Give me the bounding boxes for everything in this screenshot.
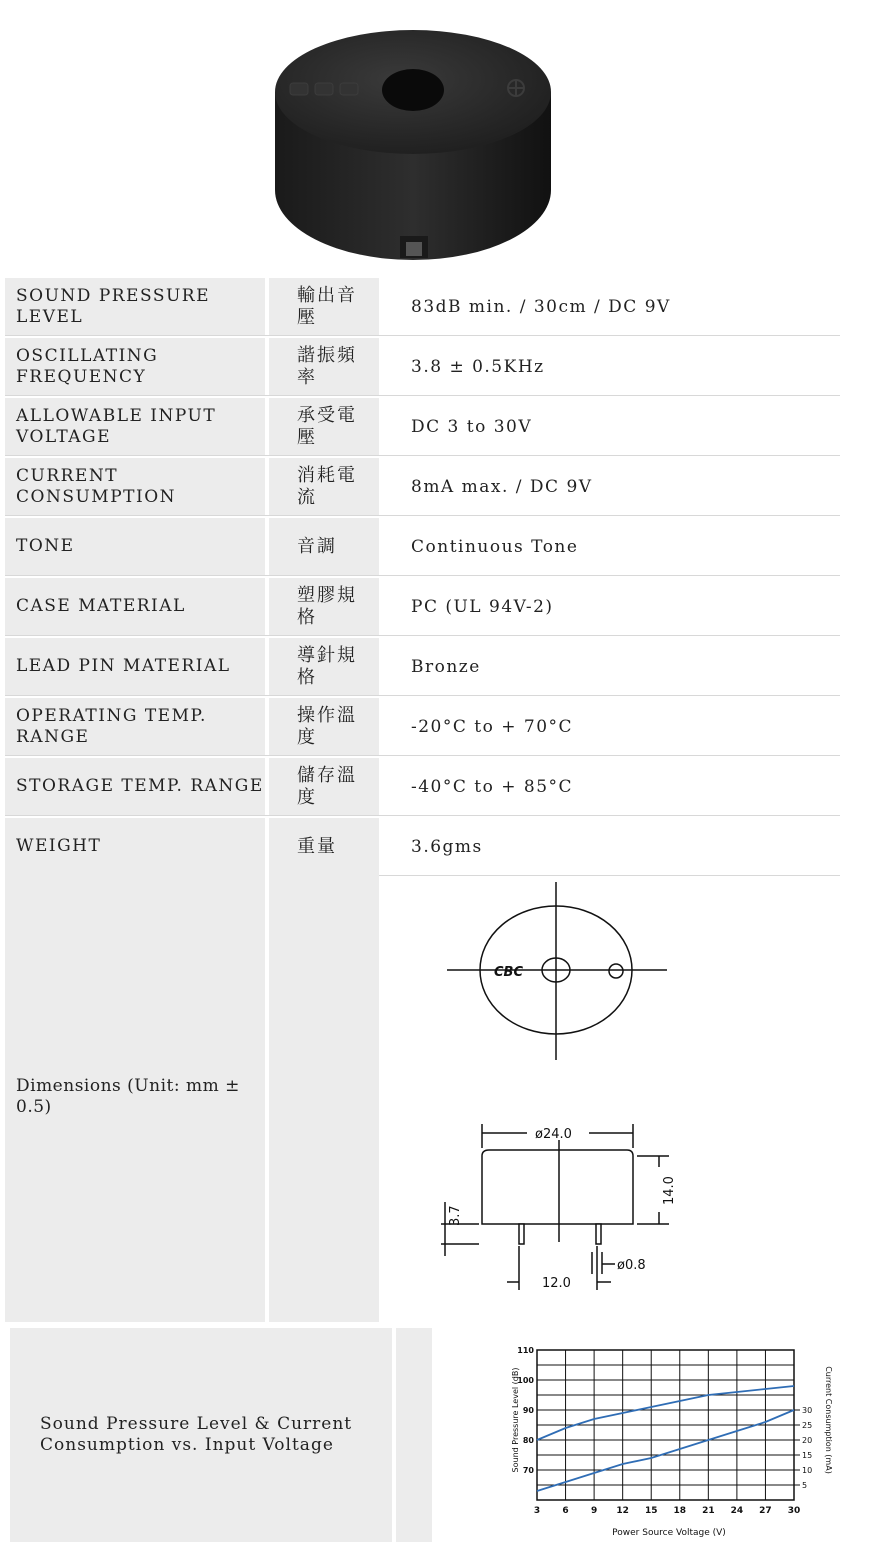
spec-value: 3.6gms [411,836,483,857]
pin-length-label: 3.7 [448,1205,463,1226]
x-tick-label: 27 [759,1506,772,1516]
spec-label-zh: 操作溫度 [269,698,379,755]
spec-row [5,398,840,456]
x-tick-label: 24 [730,1506,744,1516]
spec-label: CASE MATERIAL [5,578,265,635]
spec-value: -40°C to + 85°C [411,776,574,797]
x-tick-label: 9 [590,1506,598,1516]
spec-value: DC 3 to 30V [411,416,533,437]
y-tick-label: 70 [522,1466,534,1475]
pin-spacing-label: 12.0 [542,1276,571,1291]
x-tick-label: 30 [787,1506,801,1516]
chart-ticks [517,1346,812,1516]
spec-label: TONE [5,518,265,575]
case-mark: CBC [494,965,523,980]
spec-label: ALLOWABLE INPUT VOLTAGE [5,398,265,455]
y-axis-label: Sound Pressure Level (dB) [511,1367,520,1473]
spec-row [5,278,840,336]
spec-value: 3.8 ± 0.5KHz [411,356,545,377]
spec-label: CURRENT CONSUMPTION [5,458,265,515]
spec-row [5,818,840,876]
x-tick-label: 12 [616,1506,629,1516]
y-tick-label: 80 [522,1436,534,1445]
pin-diameter-label: ø0.8 [617,1258,646,1273]
x-tick-label: 21 [702,1506,715,1516]
top-view-drawing [447,882,667,1060]
chart-row [10,1328,840,1542]
spec-row [5,338,840,396]
x-tick-label: 18 [673,1506,687,1516]
x-tick-label: 15 [644,1506,658,1516]
diameter-label: ø24.0 [535,1127,572,1142]
current-consumption-line [537,1410,794,1491]
spec-value: -20°C to + 70°C [411,716,574,737]
chart-cell [432,1328,840,1542]
spec-label-zh: 消耗電流 [269,458,379,515]
spec-label: SOUND PRESSURE LEVEL [5,278,265,335]
spec-row [5,698,840,756]
dimensions-zh-cell [269,872,379,1322]
spec-label: LEAD PIN MATERIAL [5,638,265,695]
y-tick-label: 90 [522,1406,534,1415]
height-label: 14.0 [662,1176,677,1205]
spec-label-zh: 儲存溫度 [269,758,379,815]
spec-label: WEIGHT [5,818,265,875]
x-tick-label: 6 [562,1506,569,1516]
spec-label-zh: 音調 [269,518,379,575]
spec-label-zh: 諧振頻率 [269,338,379,395]
spec-table [5,278,840,878]
spec-value: Bronze [411,656,481,677]
spec-label-zh: 承受電壓 [269,398,379,455]
spec-row [5,758,840,816]
x-tick-label: 3 [533,1506,541,1516]
y2-tick-label: 5 [802,1481,808,1490]
y2-axis-label: Current Consumption (mA) [824,1366,833,1474]
spec-label-zh: 重量 [269,818,379,875]
chart-section-label: Sound Pressure Level & Current Consumption vs. Input Voltage [10,1328,392,1542]
spec-row [5,518,840,576]
spec-label: OPERATING TEMP. RANGE [5,698,265,755]
spec-value: PC (UL 94V-2) [411,596,554,617]
spec-row [5,578,840,636]
y2-tick-label: 10 [802,1466,813,1475]
dimensions-label: Dimensions (Unit: mm ± 0.5) [5,872,265,1322]
sound-pressure-line [537,1386,794,1440]
spec-label: STORAGE TEMP. RANGE [5,758,265,815]
spec-label-zh: 輸出音壓 [269,278,379,335]
spec-value: 8mA max. / DC 9V [411,476,593,497]
dimensions-drawing [379,872,840,1322]
chart-row-spacer [396,1328,432,1542]
spec-row [5,458,840,516]
y2-tick-label: 15 [802,1451,813,1460]
spec-value: 83dB min. / 30cm / DC 9V [411,296,671,317]
product-photo [260,30,570,270]
y-tick-label: 110 [517,1346,534,1355]
x-axis-label: Power Source Voltage (V) [612,1528,726,1538]
y2-tick-label: 30 [802,1406,813,1415]
y-tick-label: 100 [517,1376,534,1385]
y2-tick-label: 20 [802,1436,813,1445]
spec-label-zh: 導針規格 [269,638,379,695]
y2-tick-label: 25 [802,1421,813,1430]
dimensions-row [5,872,840,1322]
spec-label: OSCILLATING FREQUENCY [5,338,265,395]
chart-series [537,1386,794,1491]
spec-row [5,638,840,696]
spec-label-zh: 塑膠規格 [269,578,379,635]
spec-value: Continuous Tone [411,536,579,557]
chart [432,1328,832,1542]
